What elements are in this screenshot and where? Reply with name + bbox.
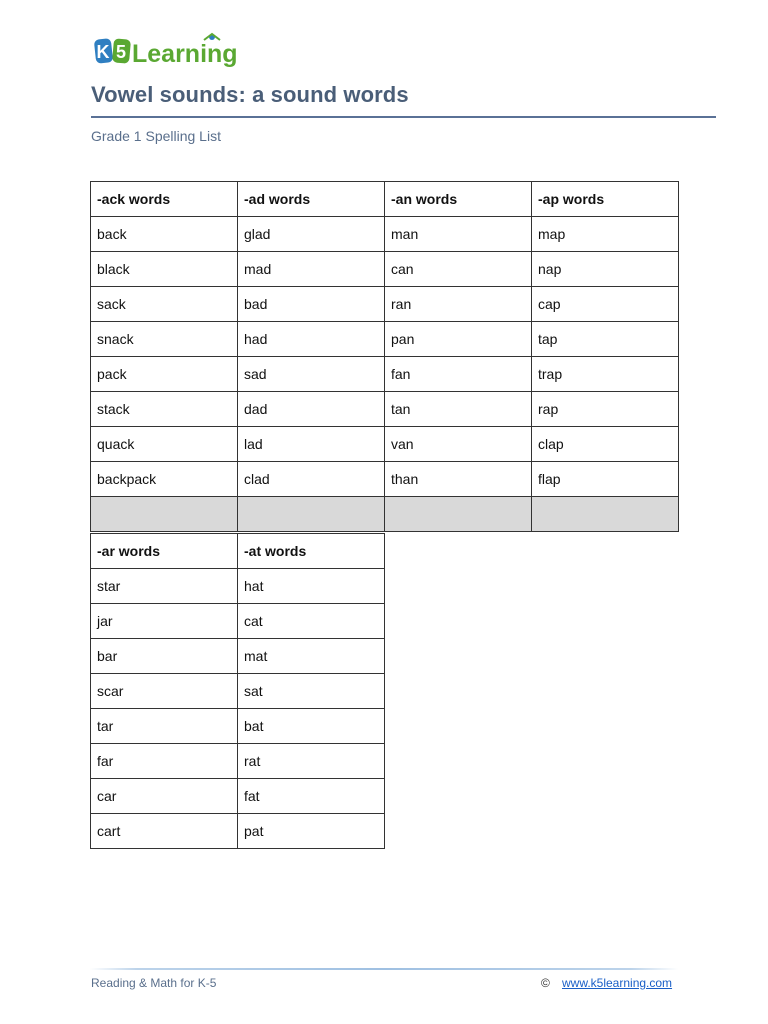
header-cell: -at words [238, 534, 385, 569]
word-cell: clap [532, 427, 679, 462]
word-cell: can [385, 252, 532, 287]
k5-learning-logo [93, 28, 263, 76]
title-divider [91, 116, 716, 118]
table-row [91, 217, 679, 252]
word-cell: cart [91, 814, 238, 849]
word-cell: mat [238, 639, 385, 674]
blank-cell [238, 497, 385, 532]
word-cell: cat [238, 604, 385, 639]
word-cell: tap [532, 322, 679, 357]
word-cell: bat [238, 709, 385, 744]
footer-divider [90, 968, 678, 970]
svg-text:Learning: Learning [132, 40, 238, 68]
blank-cell [91, 497, 238, 532]
word-cell: than [385, 462, 532, 497]
word-cell: flap [532, 462, 679, 497]
word-cell: nap [532, 252, 679, 287]
word-cell: tar [91, 709, 238, 744]
header-cell: -ad words [238, 182, 385, 217]
svg-text:5: 5 [115, 42, 127, 62]
word-cell: sad [238, 357, 385, 392]
word-cell: sat [238, 674, 385, 709]
word-cell: jar [91, 604, 238, 639]
table-row [91, 779, 385, 814]
blank-separator-row [91, 497, 679, 532]
word-cell: rap [532, 392, 679, 427]
table-row [91, 252, 679, 287]
table-row [91, 427, 679, 462]
word-cell: glad [238, 217, 385, 252]
subtitle: Grade 1 Spelling List [91, 128, 221, 144]
footer-tagline: Reading & Math for K-5 [91, 976, 217, 990]
word-cell: bar [91, 639, 238, 674]
word-cell: cap [532, 287, 679, 322]
word-cell: ran [385, 287, 532, 322]
svg-text:K: K [96, 42, 110, 62]
table-row [91, 322, 679, 357]
word-cell: black [91, 252, 238, 287]
word-cell: man [385, 217, 532, 252]
word-cell: trap [532, 357, 679, 392]
word-cell: far [91, 744, 238, 779]
word-cell: car [91, 779, 238, 814]
word-cell: pan [385, 322, 532, 357]
table-row [91, 604, 385, 639]
word-cell: snack [91, 322, 238, 357]
word-cell: stack [91, 392, 238, 427]
table-header-row [91, 182, 679, 217]
table-row [91, 674, 385, 709]
word-cell: backpack [91, 462, 238, 497]
table-row [91, 357, 679, 392]
word-cell: back [91, 217, 238, 252]
header-cell: -an words [385, 182, 532, 217]
header-cell: -ap words [532, 182, 679, 217]
word-cell: mad [238, 252, 385, 287]
page-title: Vowel sounds: a sound words [91, 82, 409, 107]
table-row [91, 709, 385, 744]
table-header-row [91, 534, 385, 569]
blank-cell [532, 497, 679, 532]
word-cell: van [385, 427, 532, 462]
word-cell: pat [238, 814, 385, 849]
word-cell: dad [238, 392, 385, 427]
header-cell: -ar words [91, 534, 238, 569]
word-cell: had [238, 322, 385, 357]
word-cell: scar [91, 674, 238, 709]
word-cell: lad [238, 427, 385, 462]
word-cell: tan [385, 392, 532, 427]
table-row [91, 462, 679, 497]
table-row [91, 392, 679, 427]
word-cell: quack [91, 427, 238, 462]
header-cell: -ack words [91, 182, 238, 217]
table-row [91, 744, 385, 779]
word-cell: pack [91, 357, 238, 392]
spelling-table-bottom [90, 533, 385, 849]
table-row [91, 287, 679, 322]
word-cell: hat [238, 569, 385, 604]
table-row [91, 814, 385, 849]
word-cell: bad [238, 287, 385, 322]
word-cell: map [532, 217, 679, 252]
blank-cell [385, 497, 532, 532]
website-link[interactable]: www.k5learning.com [562, 976, 673, 990]
table-row [91, 569, 385, 604]
word-cell: fat [238, 779, 385, 814]
spelling-table-top [90, 181, 679, 532]
table-row [91, 639, 385, 674]
word-cell: star [91, 569, 238, 604]
copyright-icon: © [541, 976, 550, 990]
word-cell: clad [238, 462, 385, 497]
word-cell: sack [91, 287, 238, 322]
word-cell: fan [385, 357, 532, 392]
word-cell: rat [238, 744, 385, 779]
